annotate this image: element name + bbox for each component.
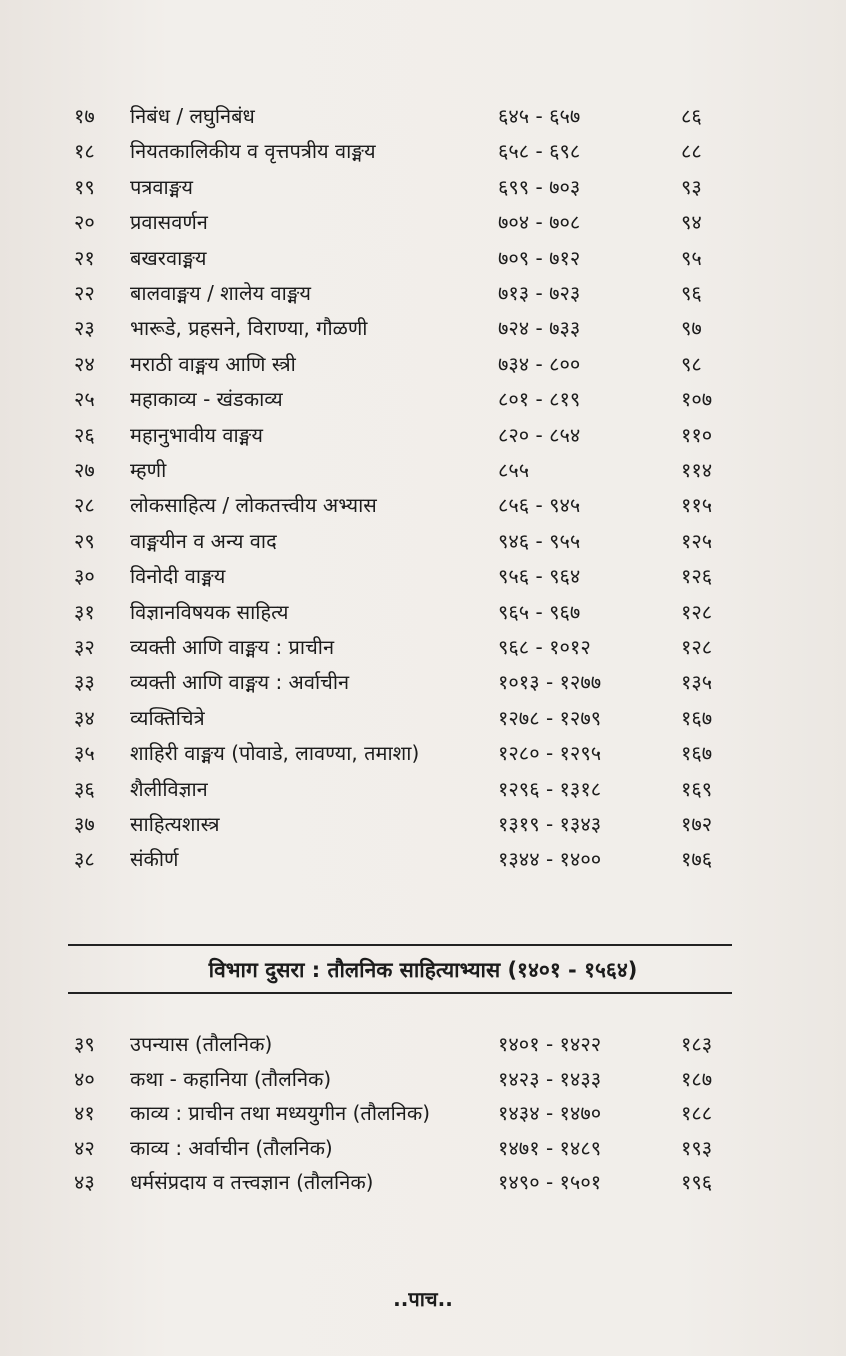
entry-range: ९५६ - ९६४: [498, 564, 581, 589]
entry-range: ८२० - ८५४: [498, 422, 581, 447]
entry-number: ३९: [74, 1032, 95, 1056]
entry-range: ७२४ - ७३३: [498, 316, 581, 341]
entry-number: २३: [74, 316, 95, 341]
toc-row: [0, 452, 846, 488]
entry-range: ६५८ - ६९८: [498, 139, 581, 164]
toc-row: [0, 133, 846, 169]
entry-page: ९४: [681, 210, 702, 235]
entry-page: १६७: [681, 741, 713, 766]
entry-title: म्हणी: [130, 458, 167, 482]
entry-number: ३२: [74, 635, 95, 659]
entry-range: १४९० - १५०१: [498, 1170, 602, 1195]
entry-range: १४७१ - १४८९: [498, 1135, 602, 1160]
entry-range: ९६८ - १०१२: [498, 635, 591, 659]
entry-page: १३५: [681, 670, 713, 695]
entry-range: ८५६ - ९४५: [498, 493, 581, 518]
entry-page: ९८: [681, 351, 702, 376]
toc-row: [0, 735, 846, 771]
entry-title: काव्य : प्राचीन तथा मध्ययुगीन (तौलनिक): [130, 1101, 431, 1126]
section-rule-bottom: [68, 992, 732, 994]
entry-range: ९४६ - ९५५: [498, 528, 581, 553]
entry-title: भारूडे, प्रहसने, विराण्या, गौळणी: [130, 316, 368, 341]
entry-number: २६: [74, 422, 95, 447]
entry-number: १७: [74, 104, 95, 128]
entry-page: १६९: [681, 776, 713, 801]
entry-range: १२७८ - १२७९: [498, 705, 602, 730]
entry-title: संकीर्ण: [130, 847, 179, 872]
entry-title: पत्रवाङ्मय: [130, 174, 193, 199]
entry-title: प्रवासवर्णन: [130, 210, 208, 235]
entry-number: ३८: [74, 847, 95, 872]
entry-range: १०१३ - १२७७: [498, 670, 602, 695]
toc-row: [0, 240, 846, 276]
entry-title: कथा - कहानिया (तौलनिक): [130, 1066, 332, 1091]
entry-page: १२८: [681, 635, 713, 659]
entry-page: १८८: [681, 1101, 713, 1126]
entry-page: ८६: [681, 104, 702, 128]
entry-number: २७: [74, 458, 95, 482]
entry-title: व्यक्तिचित्रे: [130, 705, 205, 730]
entry-page: ११५: [681, 493, 713, 518]
entry-number: २४: [74, 351, 95, 376]
entry-number: २०: [74, 210, 95, 235]
entry-page: ११०: [681, 422, 713, 447]
entry-page: ९७: [681, 316, 702, 341]
toc-row: [0, 664, 846, 700]
toc-row: [0, 310, 846, 346]
entry-title: लोकसाहित्य / लोकतत्त्वीय अभ्यास: [130, 493, 377, 518]
entry-page: ९५: [681, 245, 702, 270]
toc-row: [0, 417, 846, 453]
toc-row: [0, 1095, 846, 1131]
entry-number: ३०: [74, 564, 95, 589]
entry-title: उपन्यास (तौलनिक): [130, 1032, 273, 1056]
entry-number: ३६: [74, 776, 95, 801]
entry-range: ७१३ - ७२३: [498, 281, 581, 305]
entry-title: विनोदी वाङ्मय: [130, 564, 226, 589]
section-rule-top: [68, 944, 732, 946]
entry-title: महाकाव्य - खंडकाव्य: [130, 387, 283, 412]
toc-row: [0, 381, 846, 417]
toc-row: [0, 523, 846, 559]
entry-range: ८०१ - ८१९: [498, 387, 581, 412]
entry-range: १४२३ - १४३३: [498, 1066, 602, 1091]
entry-title: वाङ्मयीन व अन्य वाद: [130, 528, 277, 553]
toc-row: [0, 629, 846, 665]
entry-page: १६७: [681, 705, 713, 730]
entry-range: ९६५ - ९६७: [498, 599, 581, 624]
entry-number: २१: [74, 245, 95, 270]
entry-number: ३१: [74, 599, 95, 624]
entry-page: ८८: [681, 139, 702, 164]
entry-page: १२८: [681, 599, 713, 624]
toc-row: [0, 771, 846, 807]
toc-row: [0, 558, 846, 594]
entry-number: ४३: [74, 1170, 95, 1195]
entry-range: १४३४ - १४७०: [498, 1101, 602, 1126]
entry-page: १२६: [681, 564, 713, 589]
entry-number: १९: [74, 174, 95, 199]
page-number-footer: ..पाच..: [393, 1287, 453, 1311]
entry-title: महानुभावीय वाङ्मय: [130, 422, 263, 447]
entry-page: ११४: [681, 458, 713, 482]
toc-row: [0, 806, 846, 842]
entry-range: ६४५ - ६५७: [498, 104, 581, 128]
entry-title: शैलीविज्ञान: [130, 776, 208, 801]
entry-number: २८: [74, 493, 95, 518]
entry-number: ४०: [74, 1066, 95, 1091]
toc-row: [0, 594, 846, 630]
toc-row: [0, 275, 846, 311]
entry-number: ४१: [74, 1101, 95, 1126]
entry-title: साहित्यशास्त्र: [130, 812, 220, 836]
entry-number: २२: [74, 281, 95, 305]
entry-page: १०७: [681, 387, 713, 412]
entry-number: ३७: [74, 812, 95, 836]
entry-range: ७३४ - ८००: [498, 351, 581, 376]
entry-range: १३१९ - १३४३: [498, 812, 602, 836]
entry-title: व्यक्ती आणि वाङ्मय : अर्वाचीन: [130, 670, 350, 695]
entry-number: ३३: [74, 670, 95, 695]
entry-range: १२९६ - १३१८: [498, 776, 602, 801]
entry-range: ७०४ - ७०८: [498, 210, 581, 235]
toc-row: [0, 169, 846, 205]
entry-title: बालवाङ्मय / शालेय वाङ्मय: [130, 281, 312, 305]
entry-range: १२८० - १२९५: [498, 741, 602, 766]
entry-range: १३४४ - १४००: [498, 847, 602, 872]
entry-title: व्यक्ती आणि वाङ्मय : प्राचीन: [130, 635, 335, 659]
entry-title: काव्य : अर्वाचीन (तौलनिक): [130, 1135, 333, 1160]
toc-row: [0, 346, 846, 382]
entry-number: १८: [74, 139, 95, 164]
entry-number: २५: [74, 387, 95, 412]
toc-row: [0, 700, 846, 736]
entry-page: १९६: [681, 1170, 713, 1195]
entry-page: १७६: [681, 847, 713, 872]
toc-row: [0, 1164, 846, 1200]
entry-page: १९३: [681, 1135, 713, 1160]
toc-row: [0, 204, 846, 240]
entry-title: धर्मसंप्रदाय व तत्त्वज्ञान (तौलनिक): [130, 1170, 374, 1195]
entry-number: ३५: [74, 741, 95, 766]
entry-title: शाहिरी वाङ्मय (पोवाडे, लावण्या, तमाशा): [130, 741, 420, 766]
toc-row: [0, 98, 846, 134]
entry-title: नियतकालिकीय व वृत्तपत्रीय वाङ्मय: [130, 139, 376, 164]
entry-title: निबंध / लघुनिबंध: [130, 104, 255, 128]
entry-number: २९: [74, 528, 95, 553]
entry-page: १८७: [681, 1066, 713, 1091]
entry-number: ४२: [74, 1135, 95, 1160]
entry-range: १४०१ - १४२२: [498, 1032, 602, 1056]
entry-page: १७२: [681, 812, 713, 836]
entry-title: मराठी वाङ्मय आणि स्त्री: [130, 351, 296, 376]
entry-number: ३४: [74, 705, 95, 730]
toc-row: [0, 487, 846, 523]
entry-range: ७०९ - ७१२: [498, 245, 581, 270]
toc-row: [0, 1026, 846, 1062]
toc-row: [0, 1061, 846, 1097]
entry-range: ८५५: [498, 458, 530, 482]
entry-title: विज्ञानविषयक साहित्य: [130, 599, 289, 624]
toc-row: [0, 1130, 846, 1166]
entry-page: ९३: [681, 174, 702, 199]
entry-range: ६९९ - ७०३: [498, 174, 581, 199]
entry-page: १२५: [681, 528, 713, 553]
section-heading: विभाग दुसरा : तौलनिक साहित्याभ्यास (१४०१ - १५६४): [208, 958, 638, 982]
entry-page: १८३: [681, 1032, 713, 1056]
entry-title: बखरवाङ्मय: [130, 245, 207, 270]
entry-page: ९६: [681, 281, 702, 305]
toc-row: [0, 841, 846, 877]
